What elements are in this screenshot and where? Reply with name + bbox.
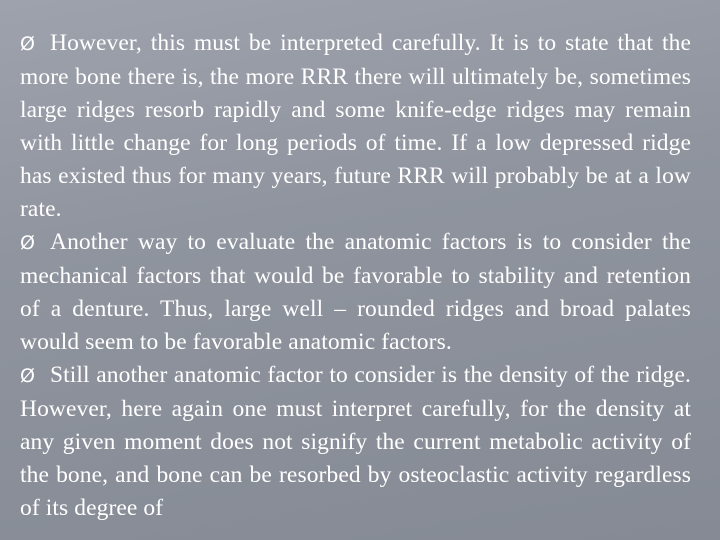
- bullet-paragraph-3: [20, 359, 691, 525]
- bullet-paragraph-1: [20, 27, 691, 226]
- arrow-bullet-icon: Ø: [20, 33, 36, 55]
- slide-body: [20, 27, 691, 525]
- bullet-paragraph-2: [20, 226, 691, 359]
- paragraph-text-1: However, this must be interpreted carefully. It is to state that the more bone there is, the more RRR there will ultimately be, sometimes large ridges resorb rapidly and some knife-edge ridges may remain with little change for long periods of time. If a low depressed ridge has existed thus for many years, future RRR will probably be at a low rate.: [20, 30, 691, 222]
- arrow-bullet-icon: Ø: [20, 232, 36, 254]
- arrow-bullet-icon: Ø: [20, 365, 36, 387]
- paragraph-text-3: Still another anatomic factor to consider is the density of the ridge. However, here again one must interpret carefully, for the density at any given moment does not signify the current metabolic activity of the bone, and bone can be resorbed by osteoclastic activity regardless of its degree of: [20, 362, 691, 521]
- paragraph-text-2: Another way to evaluate the anatomic factors is to consider the mechanical factors that would be favorable to stability and retention of a denture. Thus, large well – rounded ridges and broad palates would seem to be favorable anatomic factors.: [20, 229, 691, 355]
